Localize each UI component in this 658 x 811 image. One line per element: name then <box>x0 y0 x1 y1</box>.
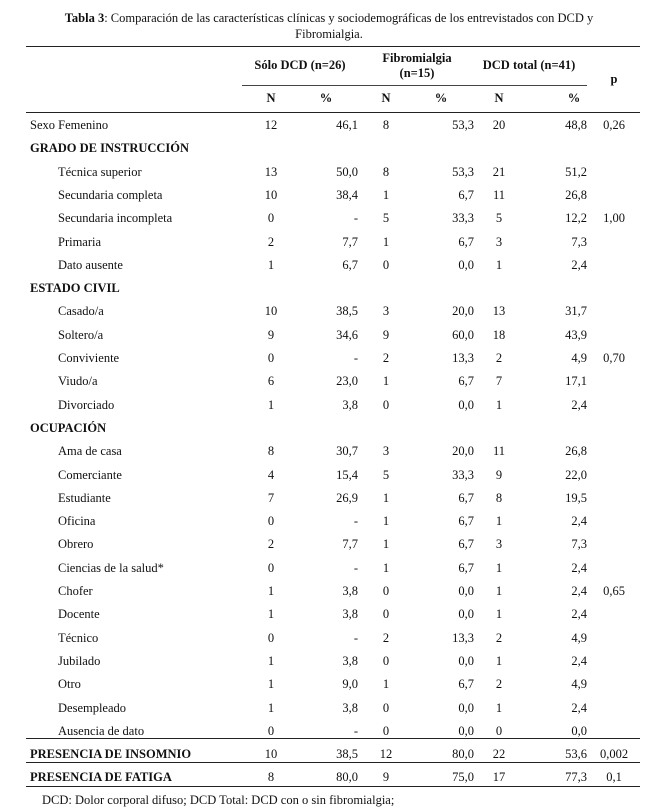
cell-p2: 0,0 <box>458 723 474 738</box>
header-pct-3: % <box>567 91 581 105</box>
table-bottom-rule <box>26 786 640 787</box>
cell-n1: 8 <box>267 770 275 785</box>
cell-n2: 5 <box>382 467 390 482</box>
cell-n3: 21 <box>492 164 506 179</box>
cell-p3: 4,9 <box>571 351 587 365</box>
cell-p2: 60,0 <box>452 327 474 342</box>
table-row <box>26 533 640 556</box>
table-caption <box>0 10 658 42</box>
cell-p1: - <box>353 630 358 645</box>
table-row <box>26 394 640 417</box>
cell-n3: 2 <box>495 351 503 365</box>
cell-p: 1,00 <box>603 211 625 226</box>
cell-p1: 38,5 <box>336 304 358 319</box>
cell-n1: 0 <box>267 630 275 645</box>
table-row <box>26 464 640 487</box>
cell-n3: 18 <box>492 327 506 342</box>
cell-n1: 0 <box>267 351 275 365</box>
cell-p2: 33,3 <box>452 211 474 226</box>
cell-p1: 23,0 <box>336 374 358 389</box>
cell-p3: 0,0 <box>571 723 587 738</box>
table-footnote: DCD: Dolor corporal difuso; DCD Total: DCD con o sin fibromialgia; <box>42 793 395 807</box>
row-label: PRESENCIA DE FATIGA <box>30 770 172 785</box>
row-label: Ama de casa <box>58 444 122 459</box>
row-label: Divorciado <box>58 397 115 412</box>
cell-p3: 51,2 <box>565 164 587 179</box>
table-row <box>26 580 640 603</box>
cell-p2: 6,7 <box>458 560 474 575</box>
table-row <box>26 627 640 650</box>
cell-p2: 75,0 <box>452 770 474 785</box>
cell-p2: 0,0 <box>458 653 474 668</box>
header-mid-rule <box>242 85 587 86</box>
cell-n2: 1 <box>382 234 390 249</box>
cell-n1: 7 <box>267 490 275 505</box>
cell-p2: 6,7 <box>458 514 474 529</box>
table-row <box>26 184 640 207</box>
cell-p2: 53,3 <box>452 164 474 179</box>
cell-n2: 0 <box>382 397 390 412</box>
cell-p3: 26,8 <box>565 444 587 459</box>
cell-p3: 4,9 <box>571 677 587 692</box>
header-solo-dcd: Sólo DCD (n=26) <box>254 58 346 72</box>
header-pct-1: % <box>319 91 333 105</box>
table-row <box>26 114 640 137</box>
cell-n2: 0 <box>382 257 390 272</box>
cell-n3: 11 <box>492 444 506 459</box>
cell-n1: 0 <box>267 723 275 738</box>
table-row <box>26 231 640 254</box>
cell-p1: - <box>353 723 358 738</box>
cell-n1: 0 <box>267 560 275 575</box>
cell-p: 0,002 <box>599 747 629 762</box>
cell-p1: 26,9 <box>336 490 358 505</box>
caption-label: Tabla 3 <box>64 11 105 25</box>
cell-p1: - <box>353 351 358 365</box>
cell-n1: 10 <box>264 747 278 762</box>
cell-p1: 3,8 <box>342 653 358 668</box>
cell-p3: 53,6 <box>565 747 587 762</box>
row-label: GRADO DE INSTRUCCIÓN <box>30 141 190 156</box>
cell-p2: 6,7 <box>458 677 474 692</box>
row-label: Estudiante <box>58 490 111 505</box>
cell-p3: 2,4 <box>571 653 587 668</box>
cell-p3: 43,9 <box>565 327 587 342</box>
row-label: Docente <box>58 607 100 622</box>
cell-p2: 13,3 <box>452 351 474 365</box>
cell-n3: 1 <box>495 653 503 668</box>
cell-p: 0,26 <box>603 118 625 132</box>
cell-p3: 12,2 <box>565 211 587 226</box>
row-label: Sexo Femenino <box>30 118 109 132</box>
cell-n1: 13 <box>264 164 278 179</box>
rule-before-insomnio <box>26 738 640 739</box>
table-row <box>26 557 640 580</box>
cell-n2: 0 <box>382 700 390 715</box>
cell-n3: 0 <box>495 723 503 738</box>
cell-n2: 12 <box>379 747 393 762</box>
cell-p2: 0,0 <box>458 700 474 715</box>
cell-n3: 1 <box>495 584 503 598</box>
cell-p3: 26,8 <box>565 187 587 202</box>
table-row <box>26 720 640 743</box>
cell-n1: 1 <box>267 607 275 622</box>
row-label: Viudo/a <box>58 374 98 389</box>
table-row <box>26 487 640 510</box>
cell-n1: 9 <box>267 327 275 342</box>
row-label: Dato ausente <box>58 257 123 272</box>
cell-p1: 15,4 <box>336 467 358 482</box>
cell-p1: 3,8 <box>342 397 358 412</box>
cell-n3: 13 <box>492 304 506 319</box>
cell-p3: 17,1 <box>565 374 587 389</box>
cell-n3: 8 <box>495 490 503 505</box>
cell-p1: 7,7 <box>342 234 358 249</box>
header-dcd-total: DCD total (n=41) <box>482 58 576 72</box>
row-label: Técnica superior <box>58 164 142 179</box>
row-label: Secundaria completa <box>58 187 163 202</box>
cell-p3: 2,4 <box>571 607 587 622</box>
cell-p3: 7,3 <box>571 234 587 249</box>
row-label: Primaria <box>58 234 102 249</box>
cell-p1: 34,6 <box>336 327 358 342</box>
row-label: Ciencias de la salud* <box>58 560 164 575</box>
cell-p1: - <box>353 211 358 226</box>
cell-p3: 22,0 <box>565 467 587 482</box>
cell-n1: 1 <box>267 677 275 692</box>
section-row <box>26 417 640 440</box>
cell-n2: 1 <box>382 677 390 692</box>
cell-n1: 8 <box>267 444 275 459</box>
section-row <box>26 137 640 160</box>
header-n-2: N <box>381 91 391 105</box>
row-label: OCUPACIÓN <box>30 420 107 435</box>
section-row <box>26 277 640 300</box>
table-row <box>26 161 640 184</box>
row-label: Casado/a <box>58 304 104 319</box>
row-label: PRESENCIA DE INSOMNIO <box>30 747 192 762</box>
cell-n1: 6 <box>267 374 275 389</box>
cell-n1: 1 <box>267 700 275 715</box>
cell-n3: 1 <box>495 607 503 622</box>
cell-p1: 38,4 <box>336 187 358 202</box>
cell-n3: 1 <box>495 514 503 529</box>
cell-p3: 2,4 <box>571 584 587 598</box>
cell-n1: 1 <box>267 257 275 272</box>
cell-p: 0,65 <box>603 584 625 598</box>
row-label: Oficina <box>58 514 96 529</box>
cell-n2: 1 <box>382 537 390 552</box>
header-bottom-rule <box>26 112 640 113</box>
cell-n2: 0 <box>382 653 390 668</box>
cell-n1: 10 <box>264 187 278 202</box>
cell-p2: 0,0 <box>458 607 474 622</box>
cell-n3: 17 <box>492 770 506 785</box>
table-row <box>26 697 640 720</box>
cell-n3: 1 <box>495 257 503 272</box>
cell-p1: 9,0 <box>342 677 358 692</box>
cell-n1: 2 <box>267 234 275 249</box>
caption-text: : Comparación de las características clínicas y sociodemográficas de los entrevistados con DCD y <box>104 11 594 25</box>
cell-p3: 2,4 <box>571 514 587 529</box>
header-n-3: N <box>494 91 504 105</box>
cell-p3: 48,8 <box>565 118 587 132</box>
cell-n2: 1 <box>382 187 390 202</box>
cell-p3: 4,9 <box>571 630 587 645</box>
cell-p1: 80,0 <box>336 770 358 785</box>
cell-p2: 20,0 <box>452 444 474 459</box>
row-label: Conviviente <box>58 351 120 365</box>
cell-n1: 4 <box>267 467 275 482</box>
cell-p1: - <box>353 560 358 575</box>
cell-n3: 3 <box>495 537 503 552</box>
cell-p1: - <box>353 514 358 529</box>
cell-n3: 2 <box>495 630 503 645</box>
cell-p1: 30,7 <box>336 444 358 459</box>
cell-p2: 0,0 <box>458 257 474 272</box>
row-label: Otro <box>58 677 81 692</box>
cell-p3: 19,5 <box>565 490 587 505</box>
table-row <box>26 300 640 323</box>
cell-p3: 7,3 <box>571 537 587 552</box>
header-p: p <box>610 72 618 86</box>
cell-p1: 3,8 <box>342 584 358 598</box>
table-row <box>26 650 640 673</box>
cell-p3: 77,3 <box>565 770 587 785</box>
cell-n3: 11 <box>492 187 506 202</box>
cell-p2: 0,0 <box>458 584 474 598</box>
cell-p2: 13,3 <box>452 630 474 645</box>
row-label: Desempleado <box>58 700 127 715</box>
cell-n2: 1 <box>382 490 390 505</box>
cell-p: 0,1 <box>606 770 622 785</box>
cell-p2: 6,7 <box>458 490 474 505</box>
cell-n1: 1 <box>267 584 275 598</box>
cell-n2: 9 <box>382 327 390 342</box>
cell-p: 0,70 <box>603 351 625 365</box>
row-label: Técnico <box>58 630 99 645</box>
cell-p2: 33,3 <box>452 467 474 482</box>
cell-n2: 1 <box>382 514 390 529</box>
cell-p2: 6,7 <box>458 537 474 552</box>
cell-p1: 50,0 <box>336 164 358 179</box>
table-top-rule <box>26 46 640 47</box>
cell-n2: 9 <box>382 770 390 785</box>
cell-p2: 53,3 <box>452 118 474 132</box>
cell-n3: 9 <box>495 467 503 482</box>
cell-p2: 80,0 <box>452 747 474 762</box>
cell-p1: 7,7 <box>342 537 358 552</box>
header-fibromialgia-line1: Fibromialgia <box>382 51 452 65</box>
row-label: Secundaria incompleta <box>58 211 173 226</box>
cell-n2: 2 <box>382 351 390 365</box>
cell-n3: 5 <box>495 211 503 226</box>
cell-p3: 2,4 <box>571 397 587 412</box>
cell-n1: 0 <box>267 211 275 226</box>
cell-p3: 2,4 <box>571 257 587 272</box>
cell-p1: 38,5 <box>336 747 358 762</box>
cell-n1: 2 <box>267 537 275 552</box>
cell-n1: 12 <box>264 118 278 132</box>
cell-n2: 8 <box>382 118 390 132</box>
cell-n2: 5 <box>382 211 390 226</box>
table-row <box>26 324 640 347</box>
cell-p1: 3,8 <box>342 700 358 715</box>
cell-n1: 1 <box>267 653 275 668</box>
cell-n2: 8 <box>382 164 390 179</box>
cell-n3: 1 <box>495 397 503 412</box>
header-fibromialgia-line2: (n=15) <box>399 66 435 80</box>
table-row <box>26 603 640 626</box>
cell-n3: 20 <box>492 118 506 132</box>
row-label: Ausencia de dato <box>58 723 145 738</box>
cell-n3: 2 <box>495 677 503 692</box>
row-label: Comerciante <box>58 467 122 482</box>
row-label: Jubilado <box>58 653 101 668</box>
row-label: Soltero/a <box>58 327 104 342</box>
table-row <box>26 510 640 533</box>
cell-n3: 1 <box>495 560 503 575</box>
cell-n2: 0 <box>382 584 390 598</box>
table-row <box>26 673 640 696</box>
row-label: Chofer <box>58 584 93 598</box>
cell-n2: 3 <box>382 444 390 459</box>
cell-p2: 0,0 <box>458 397 474 412</box>
cell-n1: 10 <box>264 304 278 319</box>
cell-n2: 3 <box>382 304 390 319</box>
cell-p3: 2,4 <box>571 700 587 715</box>
cell-p1: 46,1 <box>336 118 358 132</box>
header-n-1: N <box>266 91 276 105</box>
cell-n3: 22 <box>492 747 506 762</box>
cell-n2: 0 <box>382 723 390 738</box>
table-row <box>26 347 640 370</box>
cell-p2: 6,7 <box>458 374 474 389</box>
cell-n2: 1 <box>382 560 390 575</box>
table-row <box>26 254 640 277</box>
cell-p2: 6,7 <box>458 187 474 202</box>
cell-p1: 6,7 <box>342 257 358 272</box>
cell-p1: 3,8 <box>342 607 358 622</box>
row-label: ESTADO CIVIL <box>30 281 120 296</box>
table-row <box>26 370 640 393</box>
cell-n2: 2 <box>382 630 390 645</box>
cell-n3: 1 <box>495 700 503 715</box>
row-label: Obrero <box>58 537 94 552</box>
cell-n2: 0 <box>382 607 390 622</box>
table-row <box>26 440 640 463</box>
table-row <box>26 207 640 230</box>
header-fibromialgia <box>362 51 472 81</box>
cell-n1: 1 <box>267 397 275 412</box>
cell-p2: 6,7 <box>458 234 474 249</box>
cell-n1: 0 <box>267 514 275 529</box>
rule-before-fatiga <box>26 762 640 763</box>
cell-p3: 2,4 <box>571 560 587 575</box>
cell-p2: 20,0 <box>452 304 474 319</box>
cell-n3: 3 <box>495 234 503 249</box>
header-pct-2: % <box>434 91 448 105</box>
cell-n2: 1 <box>382 374 390 389</box>
caption-text-line2: Fibromialgia. <box>295 27 363 41</box>
cell-p3: 31,7 <box>565 304 587 319</box>
cell-n3: 7 <box>495 374 503 389</box>
